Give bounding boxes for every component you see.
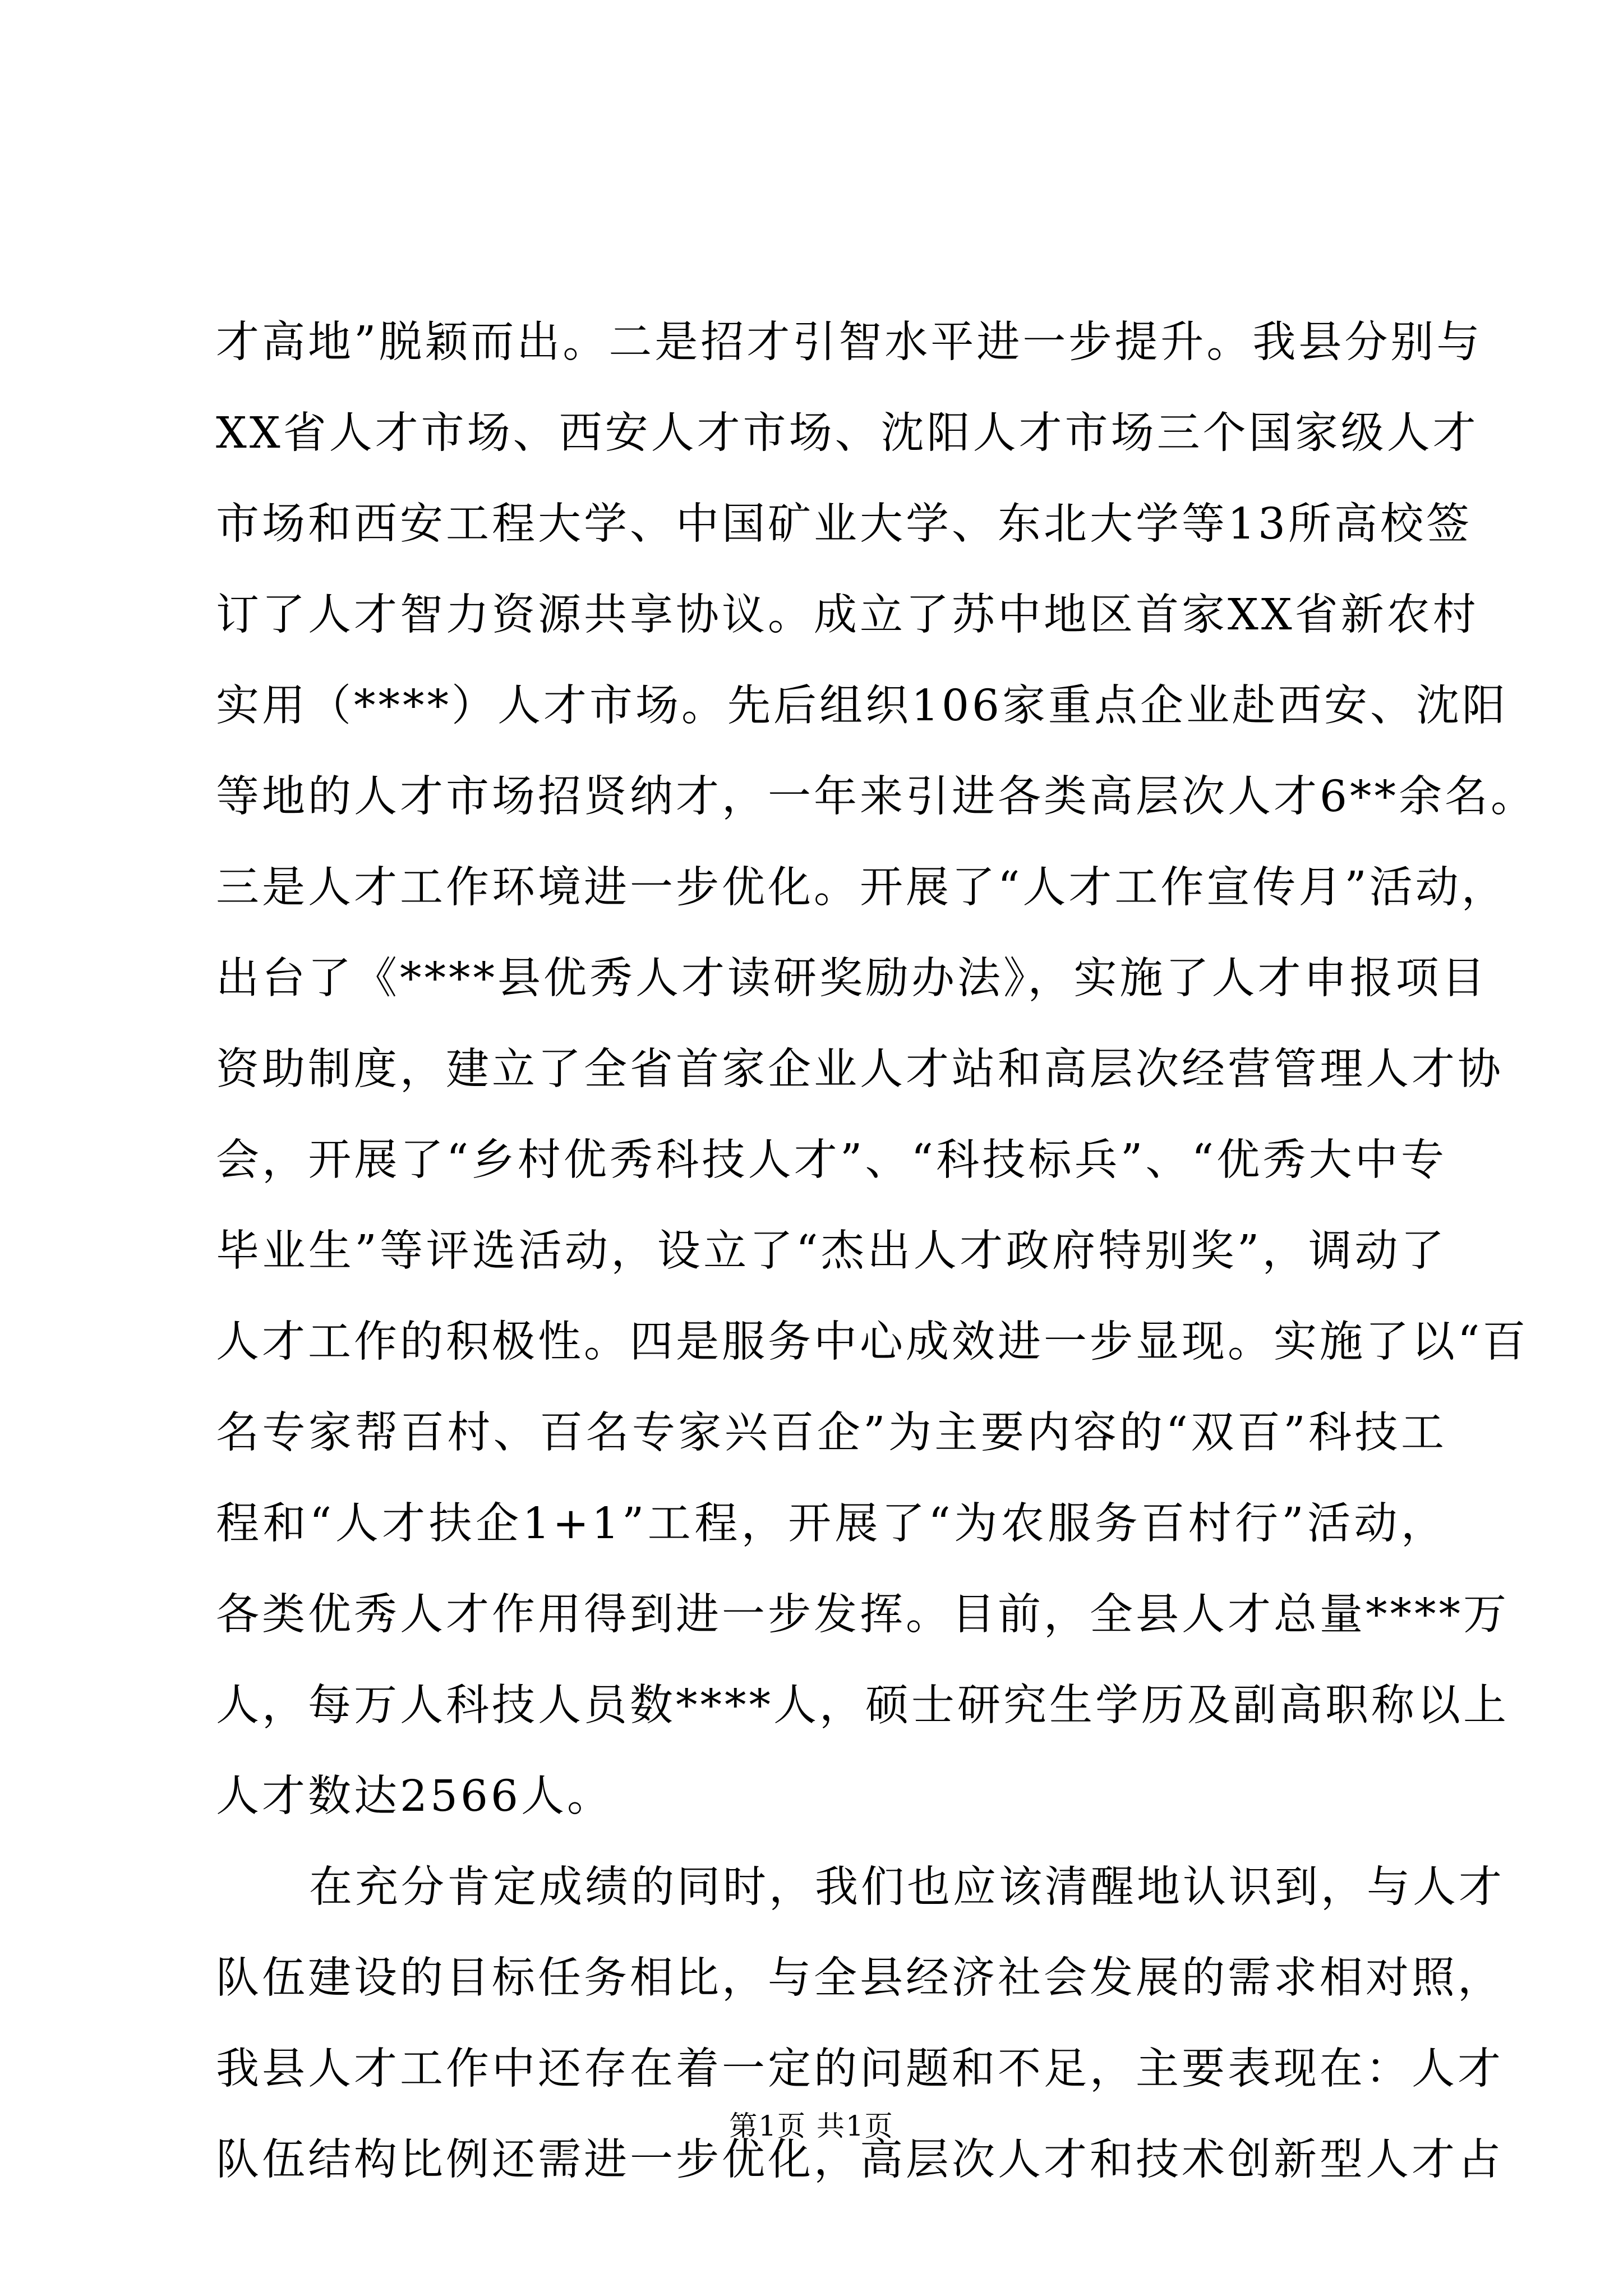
text-line: 毕业生”等评选活动，设立了“杰出人才政府特别奖”，调动了 [216, 1226, 1447, 1276]
paragraph-1 [216, 297, 1537, 1842]
text-line: 才高地”脱颖而出。二是招才引智水平进一步提升。我县分别与 [216, 318, 1483, 367]
text-line: 资助制度，建立了全省首家企业人才站和高层次经营管理人才协 [216, 1045, 1504, 1094]
text-line: 出台了《****县优秀人才读研奖励办法》，实施了人才申报项目 [216, 954, 1488, 1004]
document-body [216, 297, 1537, 2206]
paragraph-2 [216, 1842, 1505, 2206]
text-line: 在充分肯定成绩的同时，我们也应该清醒地认识到，与人才 [309, 1862, 1505, 1912]
text-line: 各类优秀人才作用得到进一步发挥。目前，全县人才总量****万 [216, 1590, 1509, 1640]
text-line: 三是人才工作环境进一步优化。开展了“人才工作宣传月”活动， [216, 863, 1507, 913]
text-line: 市场和西安工程大学、中国矿业大学、东北大学等13所高校签 [216, 499, 1472, 549]
text-line: 订了人才智力资源共享协议。成立了苏中地区首家XX省新农村 [216, 590, 1479, 640]
text-line: 人，每万人科技人员数****人，硕士研究生学历及副高职称以上 [216, 1681, 1509, 1731]
text-line: 人才数达2566人。 [216, 1772, 613, 1821]
text-line: XX省人才市场、西安人才市场、沈阳人才市场三个国家级人才 [216, 408, 1479, 458]
text-line: 队伍建设的目标任务相比，与全县经济社会发展的需求相对照， [216, 1953, 1504, 2003]
text-line: 名专家帮百村、百名专家兴百企”为主要内容的“双百”科技工 [216, 1408, 1447, 1458]
text-line: 实用（****）人才市场。先后组织106家重点企业赴西安、沈阳 [216, 681, 1508, 731]
page-number: 第1页 共1页 [729, 2110, 894, 2142]
text-line: 人才工作的积极性。四是服务中心成效进一步显现。实施了以“百 [216, 1317, 1529, 1367]
page-footer [0, 2106, 1623, 2146]
text-line: 等地的人才市场招贤纳才，一年来引进各类高层次人才6**余名。 [216, 772, 1537, 822]
text-line: 程和“人才扶企1+1”工程，开展了“为农服务百村行”活动， [216, 1499, 1447, 1549]
text-line: 我县人才工作中还存在着一定的问题和不足，主要表现在：人才 [216, 2044, 1504, 2094]
text-line: 队伍结构比例还需进一步优化，高层次人才和技术创新型人才占 [216, 2135, 1504, 2185]
text-line: 会，开展了“乡村优秀科技人才”、“科技标兵”、“优秀大中专 [216, 1135, 1447, 1185]
